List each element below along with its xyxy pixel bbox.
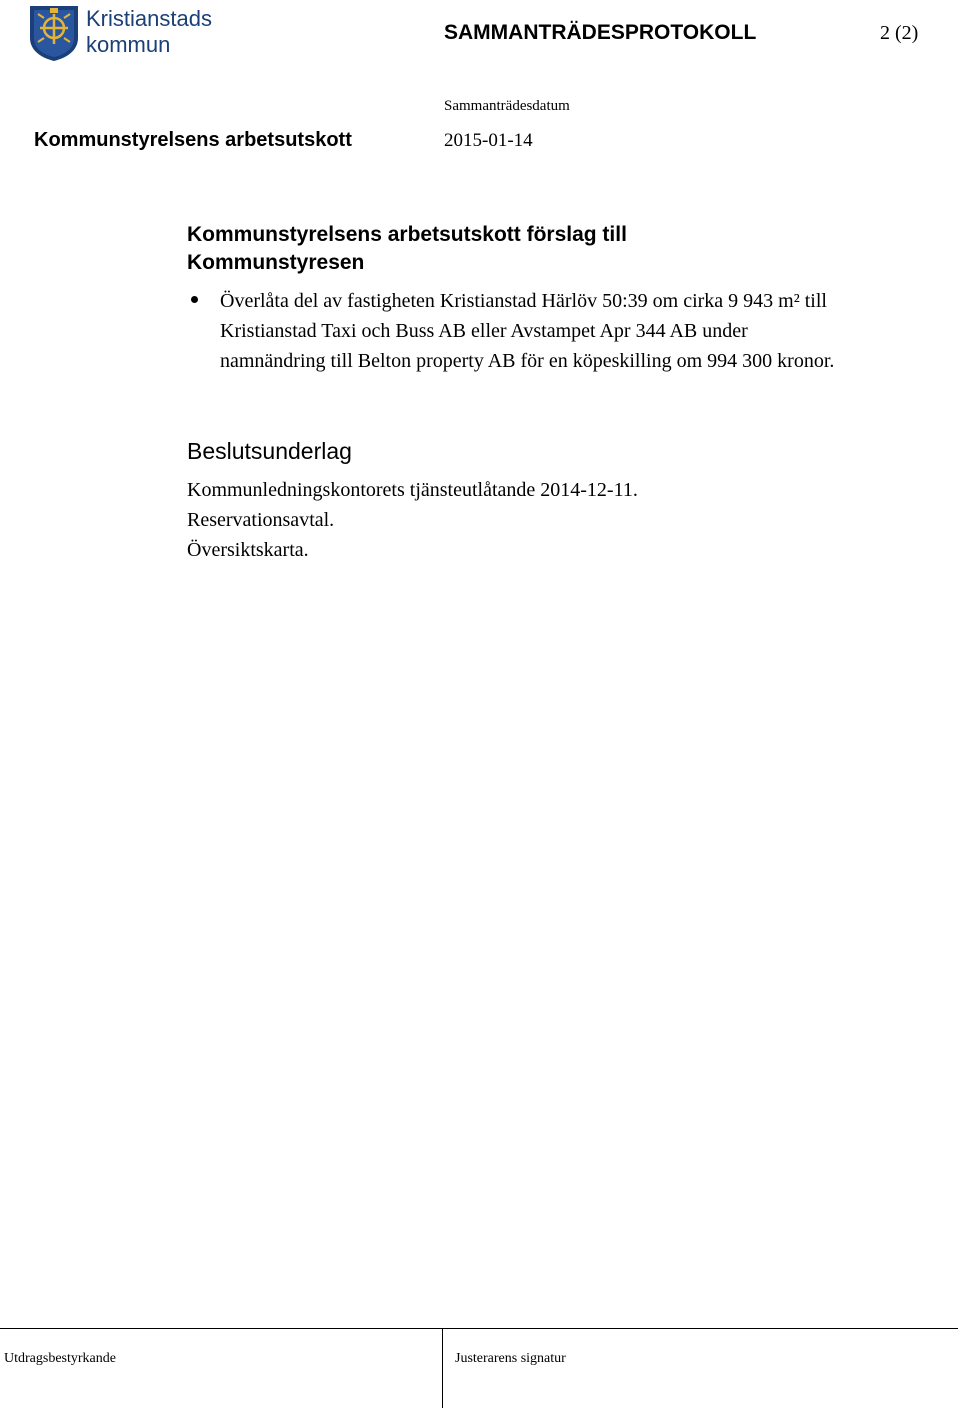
footer-rule bbox=[0, 1328, 958, 1329]
extract-certification-label: Utdragsbestyrkande bbox=[4, 1351, 116, 1366]
logo-name-line1: Kristianstads bbox=[86, 6, 212, 31]
document-title: SAMMANTRÄDESPROTOKOLL bbox=[444, 21, 757, 44]
decision-basis-item: Översiktskarta. bbox=[187, 539, 309, 561]
proposal-item-text: Överlåta del av fastigheten Kristianstad Härlöv 50:39 om cirka 9 943 m² till Kristianstad Taxi och Buss AB eller Avstampet Apr 344 AB under namnändring till Belton property AB för en köpeskilling om 994 300 kronor. bbox=[220, 290, 835, 372]
decision-basis-item: Reservationsavtal. bbox=[187, 509, 335, 531]
page-number: 2 (2) bbox=[880, 22, 919, 44]
decision-basis-item: Kommunledningskontorets tjänsteutlåtande 2014-12-11. bbox=[187, 479, 638, 501]
bullet-icon bbox=[191, 296, 198, 303]
adjuster-signature-label: Justerarens signatur bbox=[455, 1351, 566, 1366]
decision-basis-list bbox=[187, 475, 638, 565]
decision-basis-heading: Beslutsunderlag bbox=[187, 438, 352, 464]
committee-name: Kommunstyrelsens arbetsutskott bbox=[34, 129, 352, 151]
proposal-heading: Kommunstyrelsens arbetsutskott förslag till Kommunstyresen bbox=[187, 223, 627, 274]
meeting-date-value: 2015-01-14 bbox=[444, 130, 533, 151]
municipality-logo bbox=[28, 4, 228, 66]
coat-of-arms-icon bbox=[28, 4, 80, 62]
logo-name-line2: kommun bbox=[86, 32, 171, 57]
footer-divider bbox=[442, 1328, 443, 1408]
meeting-date-label: Sammanträdesdatum bbox=[444, 98, 570, 114]
